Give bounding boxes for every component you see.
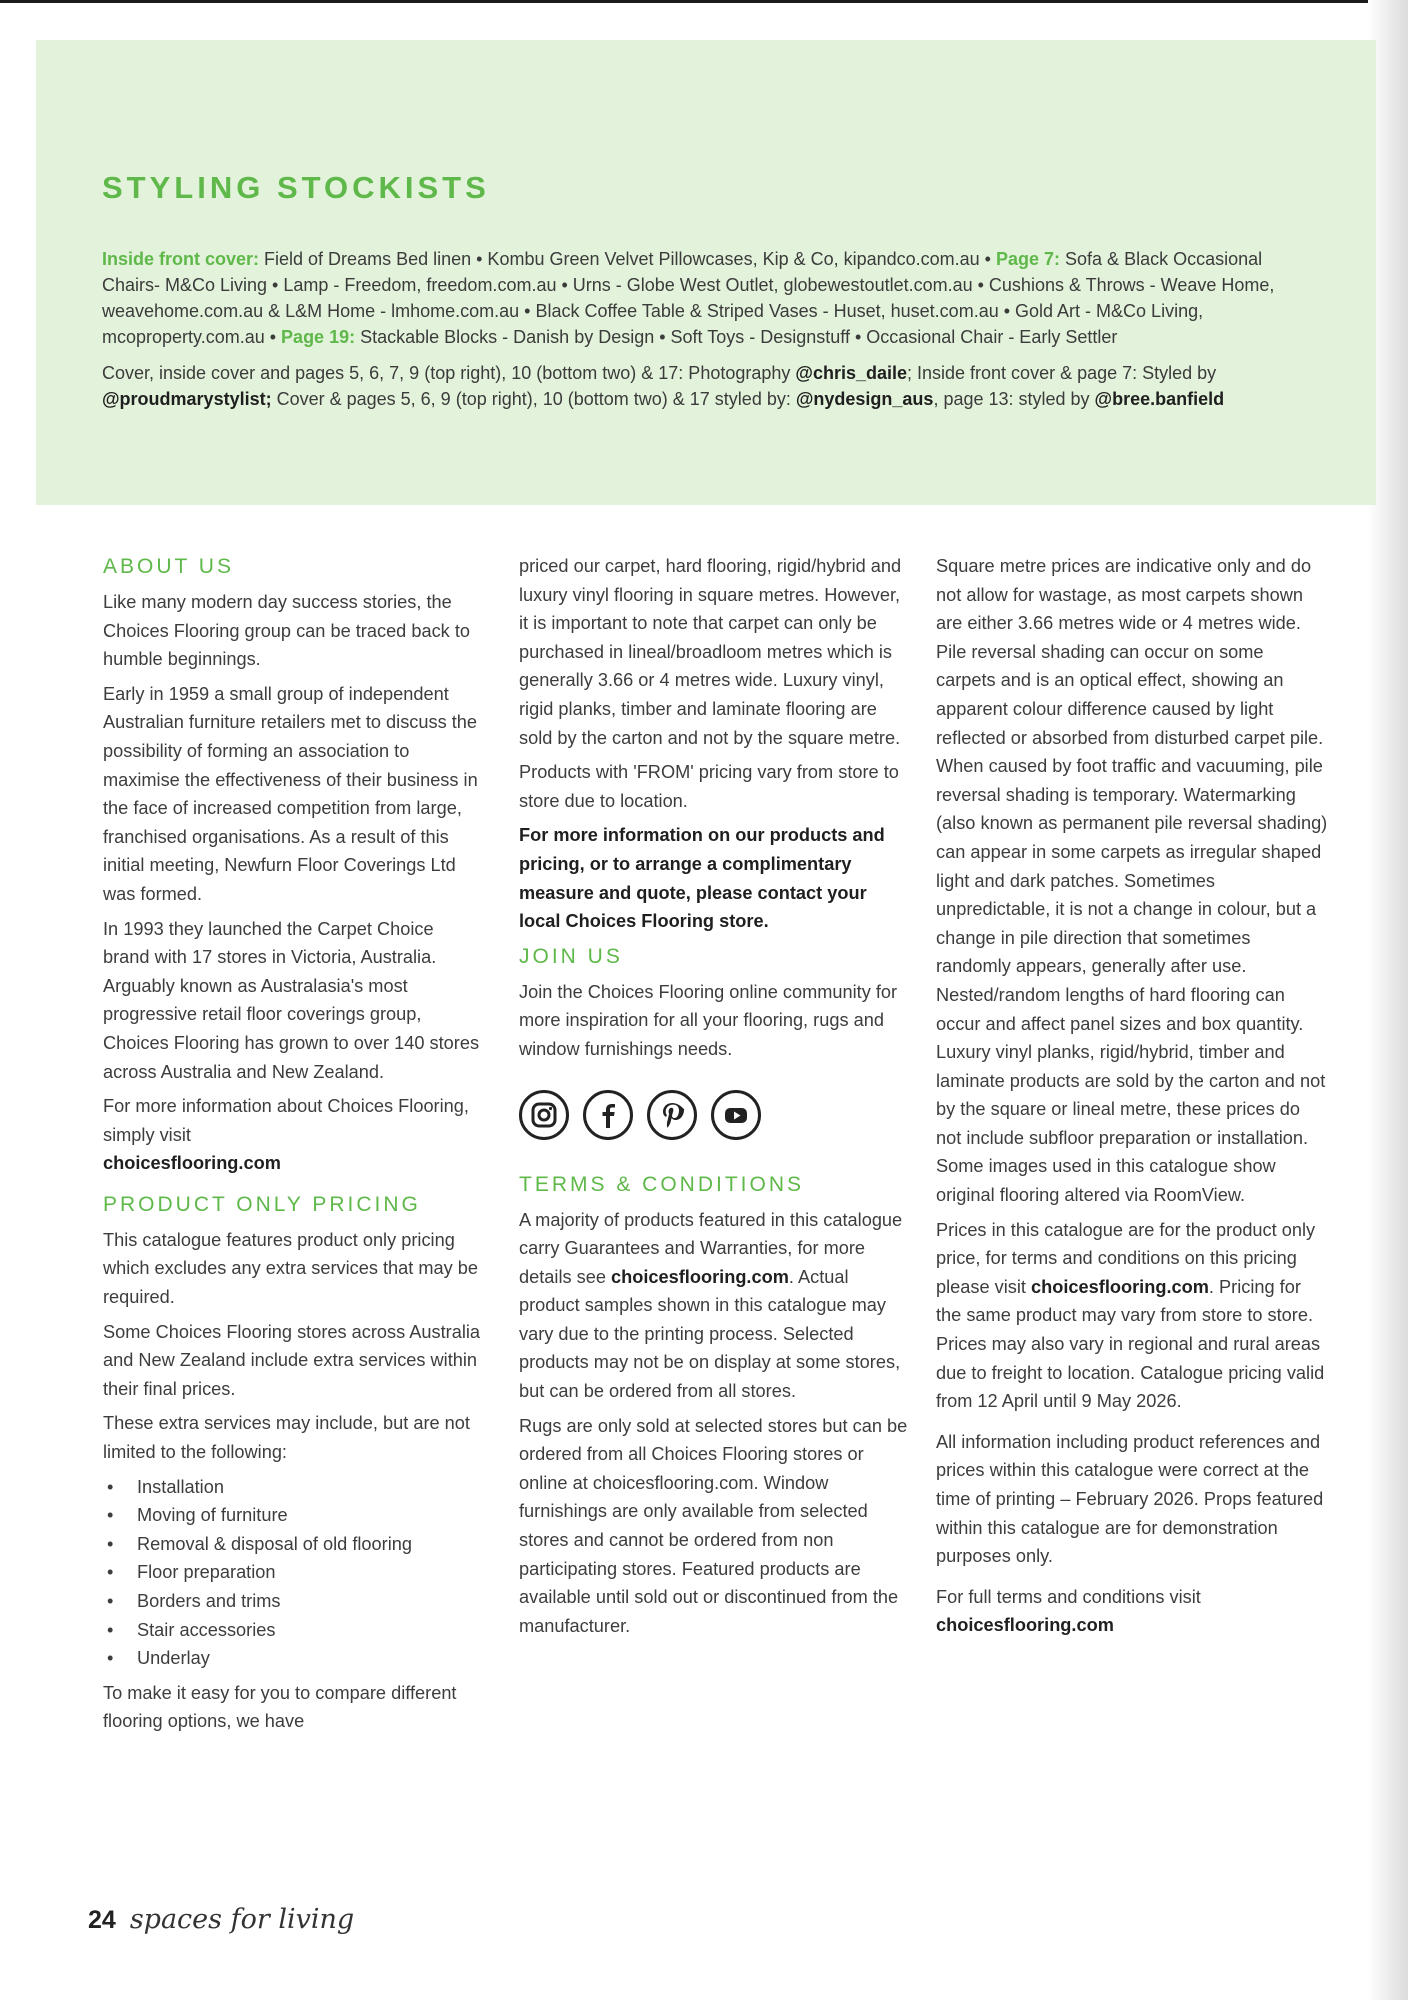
handle-nydesign-aus: @nydesign_aus bbox=[795, 389, 934, 409]
column-2 bbox=[519, 552, 909, 1646]
list-item: • Installation bbox=[103, 1473, 485, 1502]
full-terms-paragraph bbox=[936, 1583, 1328, 1640]
photography-credits bbox=[102, 360, 1322, 412]
page-number: 24 bbox=[88, 1906, 116, 1934]
pricing-text: . Pricing for the same product may vary from store to store. Prices may also vary in regional and rural areas due to freight to location. Catalogue pricing valid from 12 April until 9 May 2026. bbox=[936, 1276, 1325, 1412]
information-paragraph: All information including product references and prices within this catalogue were correct at the time of printing – February 2026. Props featured within this catalogue are for demonstration purposes only. bbox=[936, 1431, 1324, 1567]
list-item: • Removal & disposal of old flooring bbox=[103, 1530, 485, 1559]
about-us-heading: ABOUT US bbox=[103, 555, 234, 578]
website-link[interactable]: choicesflooring.com bbox=[936, 1615, 1114, 1636]
full-terms-text: For full terms and conditions visit bbox=[936, 1586, 1201, 1607]
stockists-heading: STYLING STOCKISTS bbox=[102, 170, 490, 205]
about-paragraph: Like many modern day success stories, the Choices Flooring group can be traced back to humble beginnings. bbox=[103, 592, 470, 670]
terms-text: . Actual product samples shown in this catalogue may vary due to the printing process. Selected products may not be on display at some stores, but can be ordered from all stores. bbox=[519, 1266, 901, 1402]
credit-text: Sofa & Black Occasional Chairs- M&Co Living • Lamp - Freedom, freedom.com.au • Urns - Globe West Outlet, globewestoutlet.com.au • Cushions & Throws - Weave Home, weavehome.com.au & L&M Home - lmhome.com.au • Black Coffee Table & Striped Vases - Huset, huset.com.au • Gold Art - M&Co Living, mcoproperty.com.au • bbox=[102, 249, 1275, 347]
list-item: • Stair accessories bbox=[103, 1616, 485, 1645]
join-paragraph: Join the Choices Flooring online community for more inspiration for all your flooring, rugs and window furnishings needs. bbox=[519, 981, 898, 1059]
credit-text: Cover, inside cover and pages 5, 6, 7, 9 (top right), 10 (bottom two) & 17: Photography bbox=[102, 363, 796, 383]
credit-text: , page 13: styled by bbox=[933, 389, 1095, 409]
pinterest-icon[interactable] bbox=[647, 1090, 697, 1140]
pricing-paragraph: Some Choices Flooring stores across Australia and New Zealand include extra services within their final prices. bbox=[103, 1321, 481, 1399]
terms-heading: TERMS & CONDITIONS bbox=[519, 1172, 805, 1196]
credit-text: ; Inside front cover & page 7: Styled by bbox=[907, 363, 1217, 383]
catalogue-pricing-paragraph bbox=[936, 1216, 1328, 1416]
pricing-paragraph: To make it easy for you to compare different flooring options, we have bbox=[103, 1682, 457, 1732]
credit-label-page-19: Page 19: bbox=[281, 327, 356, 347]
credit-label-page-7: Page 7: bbox=[996, 249, 1061, 269]
square-metre-paragraph: Square metre prices are indicative only and do not allow for wastage, as most carpets shown are either 3.66 metres wide or 4 metres wide. Pile reversal shading can occur on some carpets and is an optical effect, showing an apparent colour difference caused by light reflected or absorbed from disturbed carpet pile. When caused by foot traffic and vacuuming, pile reversal shading is temporary. Watermarking (also known as permanent pile reversal shading) can appear in some carpets as irregular shaped light and dark patches. Sometimes unpredictable, it is not a change in colour, but a change in pile direction that sometimes randomly appears, generally after use. Nested/random lengths of hard flooring can occur and affect panel sizes and box quantity. Luxury vinyl planks, rigid/hybrid, timber and laminate products are sold by the carton and not by the square or lineal metre, these prices do not include subfloor preparation or installation. Some images used in this catalogue show original flooring altered via RoomView. bbox=[936, 556, 1328, 1206]
social-icons bbox=[519, 1090, 909, 1140]
list-item: • Underlay bbox=[103, 1644, 485, 1673]
handle-bree-banfield: @bree.banfield bbox=[1094, 389, 1225, 409]
column-3 bbox=[936, 552, 1328, 1646]
join-us-heading: JOIN US bbox=[519, 944, 623, 968]
website-link[interactable]: choicesflooring.com bbox=[1031, 1276, 1209, 1297]
pricing-paragraph: This catalogue features product only pricing which excludes any extra services that may be required. bbox=[103, 1229, 479, 1308]
from-pricing-paragraph: Products with 'FROM' pricing vary from store to store due to location. bbox=[519, 762, 899, 811]
list-item: • Borders and trims bbox=[103, 1587, 485, 1616]
about-paragraph: In 1993 they launched the Carpet Choice brand with 17 stores in Victoria, Australia. Arguably known as Australasia's most progressive retail floor coverings group, Choices Flooring has grown to over 140 stores across Australia and New Zealand. bbox=[103, 918, 480, 1082]
youtube-icon[interactable] bbox=[711, 1090, 761, 1140]
terms-text: A majority of products featured in this catalogue carry Guarantees and Warranties, for more details see bbox=[519, 1209, 903, 1287]
page-footer bbox=[88, 1904, 354, 1935]
about-paragraph: Early in 1959 a small group of independent Australian furniture retailers met to discuss the possibility of forming an association to maximise the effectiveness of their business in the face of increased competition from large, franchised organisations. As a result of this initial meeting, Newfurn Floor Coverings Ltd was formed. bbox=[103, 683, 478, 904]
handle-proudmarystylist: @proudmarystylist; bbox=[102, 389, 272, 409]
rugs-paragraph: Rugs are only sold at selected stores but can be ordered from all Choices Flooring stores or online at choicesflooring.com. Window furnishings are only available from selected stores and cannot be ordered from non participating stores. Featured products are available until sold out or discontinued from the manufacturer. bbox=[519, 1415, 908, 1636]
credit-label-inside-front-cover: Inside front cover: bbox=[102, 249, 260, 269]
credit-text: Stackable Blocks - Danish by Design • Soft Toys - Designstuff • Occasional Chair - Early Settler bbox=[355, 327, 1118, 347]
pricing-text: Prices in this catalogue are for the product only price, for terms and conditions on this pricing please visit bbox=[936, 1219, 1316, 1297]
about-paragraph bbox=[103, 1092, 485, 1178]
column-1 bbox=[103, 552, 485, 1742]
top-border bbox=[0, 0, 1408, 3]
services-list bbox=[103, 1473, 485, 1673]
website-link[interactable]: choicesflooring.com bbox=[103, 1153, 281, 1174]
pricing-heading: PRODUCT ONLY PRICING bbox=[103, 1192, 421, 1216]
list-item: • Floor preparation bbox=[103, 1558, 485, 1587]
credit-text: Field of Dreams Bed linen • Kombu Green Velvet Pillowcases, Kip & Co, kipandco.com.au • bbox=[259, 249, 996, 269]
about-visit-text: For more information about Choices Flooring, simply visit bbox=[103, 1096, 469, 1145]
pricing-paragraph: priced our carpet, hard flooring, rigid/hybrid and luxury vinyl flooring in square metres. However, it is important to note that carpet can only be purchased in lineal/broadloom metres which is generally 3.66 or 4 metres wide. Luxury vinyl, rigid planks, timber and laminate flooring are sold by the carton and not by the square metre. bbox=[519, 556, 902, 748]
stockists-credits bbox=[102, 246, 1322, 350]
magazine-name: spaces for living bbox=[129, 1904, 355, 1935]
pricing-paragraph: These extra services may include, but are not limited to the following: bbox=[103, 1413, 470, 1463]
website-link[interactable]: choicesflooring.com bbox=[611, 1266, 789, 1287]
handle-chris-daile: @chris_daile bbox=[795, 363, 907, 383]
styling-stockists-panel bbox=[36, 40, 1376, 505]
contact-store-paragraph: For more information on our products and pricing, or to arrange a complimentary measure and quote, please contact your local Choices Flooring store. bbox=[519, 825, 885, 932]
facebook-icon[interactable] bbox=[583, 1090, 633, 1140]
list-item: • Moving of furniture bbox=[103, 1501, 485, 1530]
terms-paragraph bbox=[519, 1206, 909, 1406]
credit-text: Cover & pages 5, 6, 9 (top right), 10 (bottom two) & 17 styled by: bbox=[271, 389, 796, 409]
instagram-icon[interactable] bbox=[519, 1090, 569, 1140]
